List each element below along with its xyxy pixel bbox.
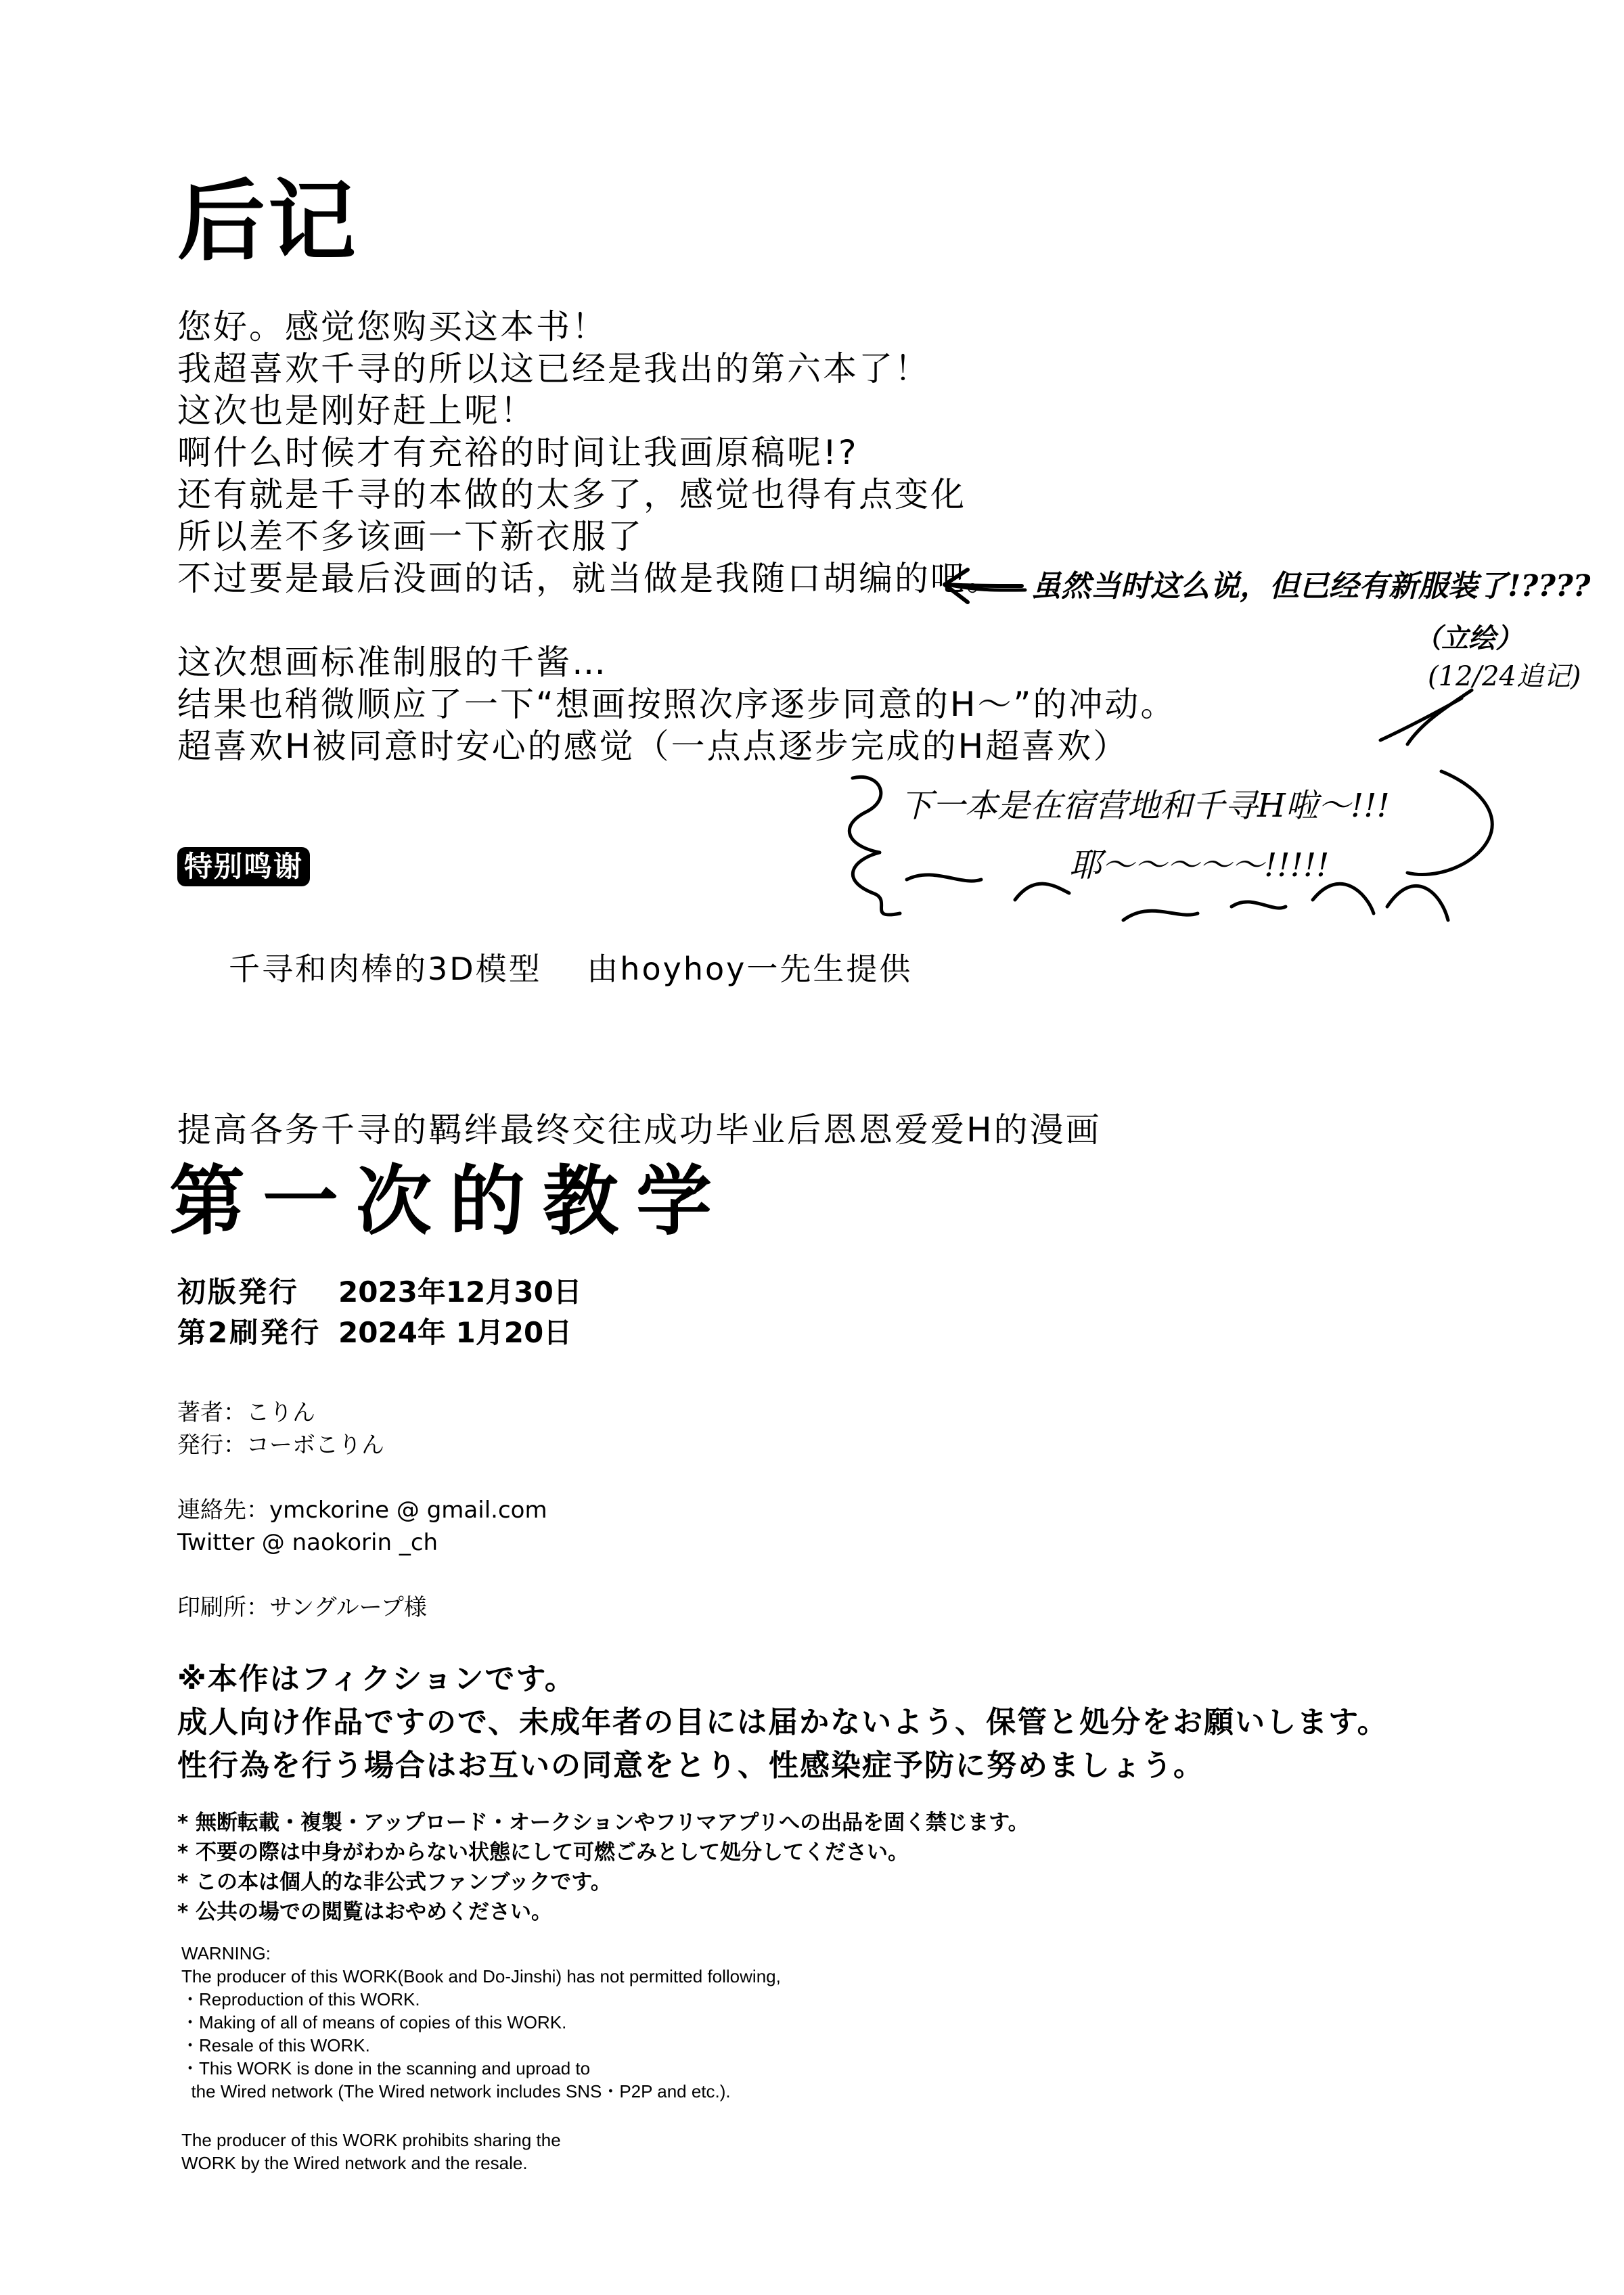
- warning-line: ・Resale of this WORK.: [181, 2035, 370, 2055]
- warning-line: ・Making of all of means of copies of this WORK.: [181, 2012, 567, 2032]
- warning-line: ・Reproduction of this WORK.: [181, 1989, 420, 2009]
- handwritten-note: 虽然当时这么说，但已经有新服装了!????: [1031, 569, 1591, 604]
- afterword-line: 超喜欢H被同意时安心的感觉（一点点逐步完成的H超喜欢）: [177, 727, 1129, 766]
- handwriting-stroke: [1380, 698, 1462, 740]
- speech-bubble-icon: [1407, 771, 1492, 875]
- notice-line: ※本作はフィクションです。: [177, 1662, 576, 1696]
- afterword-line: 不过要是最后没画的话，就当做是我随口胡编的吧。: [177, 559, 1002, 598]
- prohibition-line: * 公共の場での閲覧はおやめください。: [177, 1900, 553, 1924]
- warning-line: The producer of this WORK prohibits sharing the: [181, 2130, 561, 2150]
- publisher: 発行：コーボこりん: [177, 1432, 384, 1459]
- edition-row: [177, 1313, 582, 1353]
- special-thanks-badge: 特别鸣谢: [177, 847, 310, 886]
- fiction-notice: [177, 1658, 1389, 1788]
- book-title: 第一次的教学: [169, 1158, 729, 1246]
- speech-bubble-icon: [907, 875, 1448, 920]
- prohibition-line: * 不要の際は中身がわからない状態にして可燃ごみとして処分してください。: [177, 1840, 909, 1865]
- speech-bubble-icon: [849, 777, 900, 915]
- edition-label: 初版発行: [177, 1275, 300, 1309]
- afterword-heading: 后记: [177, 170, 359, 273]
- prohibition-line: * 無断転載・複製・アップロード・オークションやフリマアプリへの出品を固く禁じます。: [177, 1811, 1029, 1835]
- edition-date: 2023年12月30日: [338, 1275, 582, 1309]
- afterword-line: 结果也稍微顺应了一下“想画按照次序逐步同意的H～”的冲动。: [177, 685, 1177, 724]
- afterword-line: 您好。感觉您购买这本书！: [177, 307, 608, 346]
- printer: 印刷所：サングループ様: [177, 1594, 427, 1621]
- handwritten-note: （立绘）: [1414, 622, 1522, 654]
- handwritten-next: 耶～～～～～!!!!!: [1069, 846, 1330, 884]
- warning-line: The producer of this WORK(Book and Do-Jinshi) has not permitted following,: [181, 1966, 781, 1986]
- afterword-line: 这次也是刚好赶上呢！: [177, 391, 536, 430]
- prohibition-notes: [177, 1808, 1029, 1927]
- prohibition-line: * この本は個人的な非公式ファンブックです。: [177, 1870, 612, 1894]
- handwritten-next: 下一本是在宿营地和千寻H啦～!!!: [900, 787, 1390, 825]
- contact-email: 連絡先：ymckorine @ gmail.com: [177, 1497, 547, 1524]
- warning-block-2: [181, 2129, 561, 2175]
- edition-info: [177, 1272, 582, 1353]
- notice-line: 性行為を行う場合はお互いの同意をとり、性感染症予防に努めましょう。: [177, 1748, 1204, 1783]
- afterword-line: 还有就是千寻的本做的太多了，感觉也得有点变化: [177, 475, 966, 514]
- warning-line: WORK by the Wired network and the resale.: [181, 2153, 528, 2173]
- warning-line: the Wired network (The Wired network includes SNS・P2P and etc.).: [181, 2081, 731, 2101]
- special-thanks-line: 千寻和肉棒的3D模型 由hoyhoy一先生提供: [229, 951, 913, 987]
- warning-line: WARNING:: [181, 1943, 271, 1963]
- edition-date: 2024年 1月20日: [338, 1316, 572, 1349]
- warning-line: ・This WORK is done in the scanning and uproad to: [181, 2058, 591, 2078]
- author: 著者：こりん: [177, 1399, 315, 1426]
- warning-block: [181, 1942, 781, 2103]
- edition-label: 第2刷発行: [177, 1316, 321, 1349]
- book-subtitle: 提高各务千寻的羁绊最终交往成功毕业后恩恩爱爱H的漫画: [177, 1110, 1102, 1150]
- afterword-line: 我超喜欢千寻的所以这已经是我出的第六本了！: [177, 349, 930, 388]
- notice-line: 成人向け作品ですので、未成年者の目には届かないよう、保管と処分をお願いします。: [177, 1705, 1389, 1740]
- afterword-line: 这次想画标准制服的千酱…: [177, 643, 608, 682]
- handwritten-note: (12/24追记): [1428, 661, 1581, 692]
- twitter-handle: Twitter @ naokorin _ch: [177, 1529, 438, 1556]
- afterword-line: 所以差不多该画一下新衣服了: [177, 517, 644, 556]
- edition-row: [177, 1272, 582, 1313]
- afterword-line: 啊什么时候才有充裕的时间让我画原稿呢!?: [177, 433, 859, 472]
